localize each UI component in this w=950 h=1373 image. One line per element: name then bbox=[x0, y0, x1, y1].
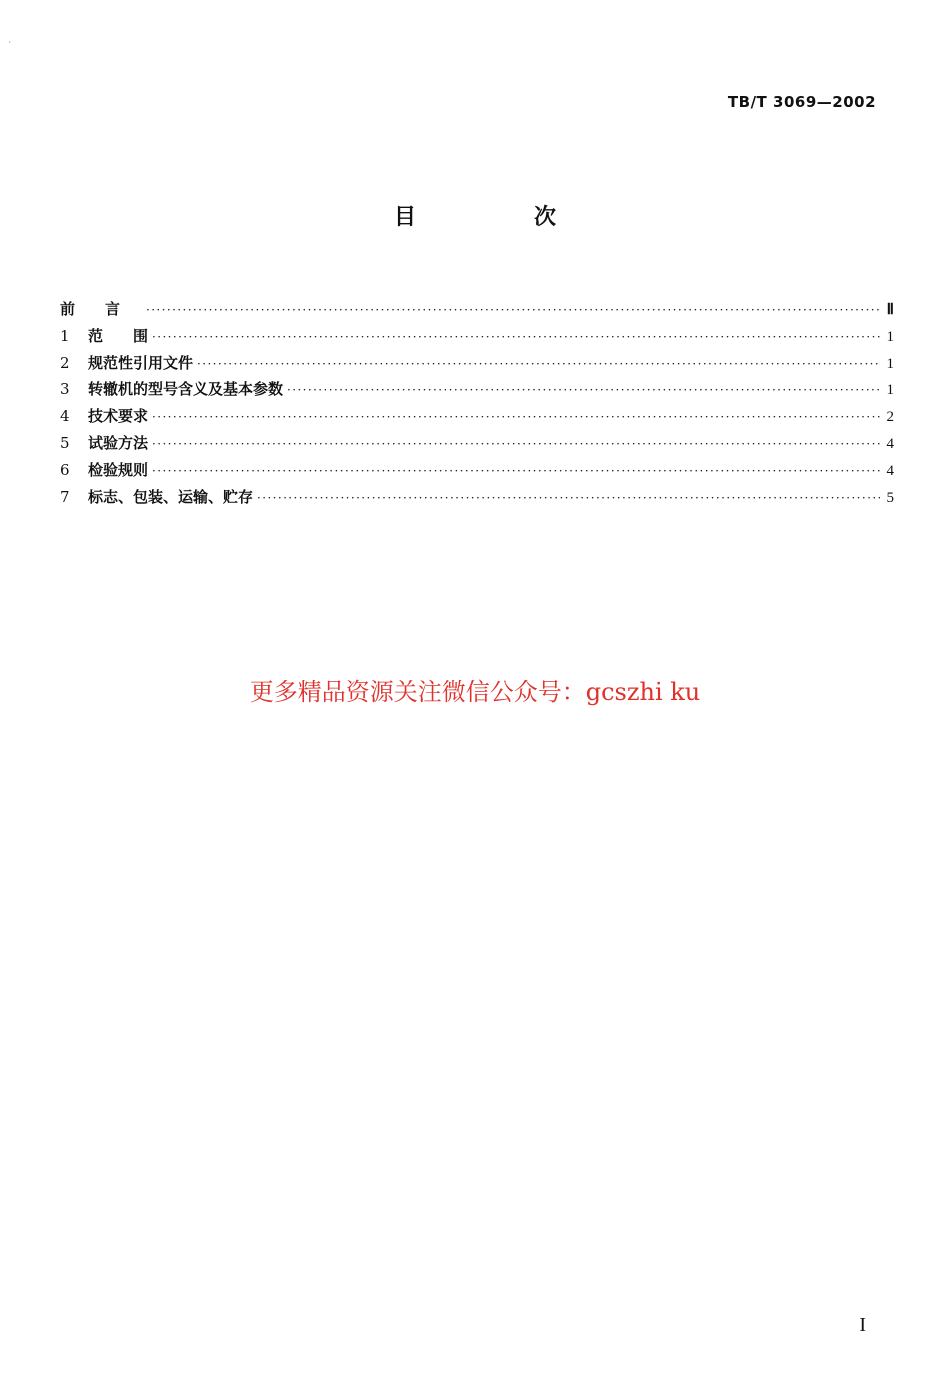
toc-entry-page: 4 bbox=[886, 462, 894, 479]
toc-entry[interactable] bbox=[60, 298, 894, 325]
toc-entry-label: 范 围 bbox=[88, 326, 149, 345]
toc-leader-dots bbox=[257, 491, 880, 505]
toc-entry-label: 试验方法 bbox=[88, 433, 149, 452]
toc-entry-label: 前 言 bbox=[60, 300, 121, 318]
table-of-contents bbox=[60, 298, 894, 512]
toc-entry-page: Ⅱ bbox=[886, 302, 894, 318]
toc-entry-label: 技术要求 bbox=[88, 407, 149, 426]
toc-entry[interactable] bbox=[60, 325, 894, 352]
toc-entry[interactable] bbox=[60, 459, 894, 486]
toc-entry-number: 5 bbox=[60, 433, 70, 452]
toc-entry[interactable] bbox=[60, 378, 894, 405]
toc-entry[interactable] bbox=[60, 486, 894, 513]
toc-leader-dots bbox=[152, 437, 880, 451]
toc-entry-number: 1 bbox=[60, 326, 70, 345]
toc-leader-dots bbox=[152, 410, 880, 424]
toc-entry-number: 7 bbox=[60, 487, 70, 506]
toc-entry[interactable] bbox=[60, 405, 894, 432]
toc-entry-label: 规范性引用文件 bbox=[88, 353, 194, 372]
toc-entry-number: 3 bbox=[60, 380, 70, 399]
toc-leader-dots bbox=[152, 464, 880, 478]
toc-entry-label: 标志、包装、运输、贮存 bbox=[88, 487, 254, 506]
toc-entry-page: 2 bbox=[886, 409, 894, 426]
toc-leader-dots bbox=[146, 303, 880, 317]
toc-entry[interactable] bbox=[60, 352, 894, 379]
toc-entry-page: 4 bbox=[886, 435, 894, 452]
toc-entry-number: 6 bbox=[60, 460, 70, 479]
toc-entry-label: 转辙机的型号含义及基本参数 bbox=[88, 380, 284, 399]
page-number: I bbox=[859, 1314, 866, 1336]
toc-entry-page: 5 bbox=[886, 489, 894, 506]
toc-leader-dots bbox=[197, 357, 880, 371]
promo-watermark: 更多精品资源关注微信公众号：gcszhi ku bbox=[249, 678, 701, 706]
toc-entry-page: 1 bbox=[886, 355, 894, 372]
toc-entry-number: 4 bbox=[60, 407, 70, 426]
toc-leader-dots bbox=[152, 330, 880, 344]
toc-entry-label: 检验规则 bbox=[88, 460, 149, 479]
toc-entry-page: 1 bbox=[886, 382, 894, 399]
toc-leader-dots bbox=[287, 383, 880, 397]
standard-code: TB/T 3069—2002 bbox=[727, 93, 876, 111]
toc-entry-number: 2 bbox=[60, 353, 70, 372]
page-title: 目 次 bbox=[393, 205, 604, 230]
toc-entry[interactable] bbox=[60, 432, 894, 459]
toc-entry-page: 1 bbox=[886, 328, 894, 345]
stray-mark: ˎ bbox=[8, 34, 12, 43]
